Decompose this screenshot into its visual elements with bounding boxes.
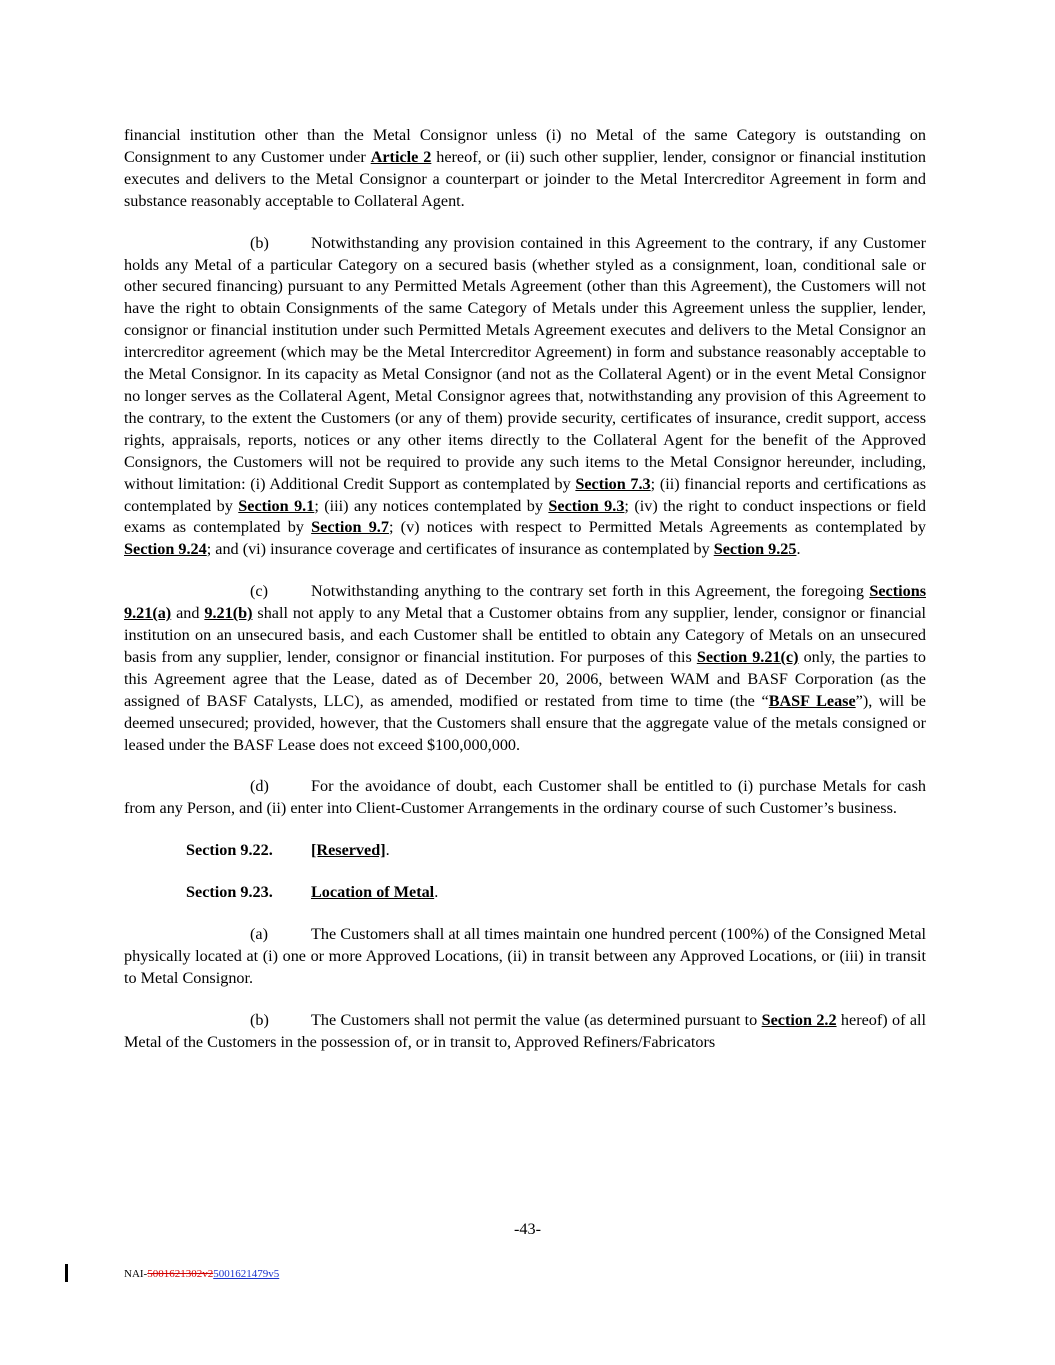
section-title: [Reserved]	[311, 841, 386, 860]
paragraph-9-23-a: (a) The Customers shall at all times maintain one hundred percent (100%) of the Consigned Metal physically located at (i) one or more Approved Locations, (ii) in transit between any Approved Locations, or (iii) in transit to Metal Consignor.	[124, 925, 926, 987]
section-heading-9-23: Section 9.23. Location of Metal.	[186, 882, 926, 904]
paragraph-9-23-b: (b) The Customers shall not permit the value (as determined pursuant to Section 2.2 hereof) of all Metal of the Customers in the possession of, or in transit to, Approved Refiners/Fabricators	[124, 1010, 926, 1051]
section-2-2-reference: Section 2.2	[761, 1010, 837, 1029]
section-7-3-reference: Section 7.3	[575, 474, 651, 493]
section-9-1-reference: Section 9.1	[238, 496, 315, 515]
page-number: -43-	[514, 1220, 541, 1238]
section-9-21-c-reference: Section 9.21(c)	[696, 647, 799, 666]
section-9-25-reference: Section 9.25	[713, 540, 797, 559]
document-id-footer	[124, 1267, 279, 1281]
section-heading-9-22: Section 9.22. [Reserved].	[186, 840, 926, 862]
sections-9-21-a-reference: Sections 9.21(a)	[124, 582, 926, 623]
paragraph-9-21-b: (b) Notwithstanding any provision contained in this Agreement to the contrary, if any Customer holds any Metal of a particular Category on a secured basis (whether styled as a consignment, loan, conditional sale or other secured financing) pursuant to any Permitted Metals Agreement (other than this Agreement), the Customers will not have the right to obtain Consignments of the same Category of Metals under this Agreement unless the supplier, lender, consignor or financial institution under such Permitted Metals Agreement executes and delivers to the Metal Consignor an intercreditor agreement (which may be the Metal Intercreditor Agreement) in form and substance reasonably acceptable to the Metal Consignor. In its capacity as Metal Consignor (and not as the Collateral Agent) or in the event Metal Consignor no longer serves as the Collateral Agent, Metal Consignor agrees that, notwithstanding any provision of this Agreement to the contrary, to the extent the Customers (or any of them) provide security, certificates of insurance, credit support, access rights, appraisals, reports, notices or any other items directly to the Collateral Agent for the benefit of the Approved Consignors, the Customers will not be required to provide any such items to the Metal Consignor hereunder, including, without limitation: (i) Additional Credit Support as contemplated by Section 7.3; (ii) financial reports and certifications as contemplated by Section 9.1; (iii) any notices contemplated by Section 9.3; (iv) the right to conduct inspections or field exams as contemplated by Section 9.7; (v) notices with respect to Permitted Metals Agreements as contemplated by Section 9.24; and (vi) insurance coverage and certificates of insurance as contemplated by Section 9.25.	[124, 233, 927, 559]
section-9-7-reference: Section 9.7	[311, 518, 389, 537]
paragraph-9-21-c: (c) Notwithstanding anything to the contrary set forth in this Agreement, the foregoing Sections 9.21(a) and 9.21(b) shall not apply to any Metal that a Customer obtains from any supplier, lender, consignor or financial institution on an unsecured basis, and each Customer shall be entitled to obtain any Category of Metals on an unsecured basis from any supplier, lender, consignor or financial institution. For purposes of this Section 9.21(c) only, the parties to this Agreement agree that the Lease, dated as of December 20, 2006, between WAM and BASF Corporation (as the assigned of BASF Catalysts, LLC), as amended, modified or restated from time to time (the “BASF Lease”), will be deemed unsecured; provided, however, that the Customers shall ensure that the aggregate value of the metals consigned or leased under the BASF Lease does not exceed $100,000,000.	[124, 582, 926, 754]
paragraph-label: (c)	[250, 582, 268, 601]
paragraph-label: (a)	[250, 925, 268, 944]
section-9-24-reference: Section 9.24	[124, 540, 207, 559]
paragraph-label: (d)	[250, 777, 269, 796]
paragraph-label: (b)	[250, 233, 269, 252]
article-2-reference: Article 2	[370, 147, 432, 166]
footer-prefix: NAI-	[124, 1268, 148, 1280]
paragraph-continuation: financial institution other than the Metal Consignor unless (i) no Metal of the same Category is outstanding on Consignment to any Customer under Article 2 hereof, or (ii) such other supplier, lender, consignor or financial institution executes and delivers to the Metal Consignor a counterpart or joinder to the Metal Intercreditor Agreement in form and substance reasonably acceptable to Collateral Agent.	[124, 126, 926, 210]
section-title: Location of Metal	[311, 883, 435, 902]
paragraph-label: (b)	[250, 1010, 269, 1029]
document-body	[124, 125, 926, 1074]
section-number: Section 9.23.	[186, 883, 273, 902]
section-number: Section 9.22.	[186, 841, 273, 860]
inserted-document-id: 5001621479v5	[213, 1268, 280, 1280]
basf-lease-term: BASF Lease	[768, 691, 856, 710]
change-bar	[65, 1264, 68, 1282]
section-9-21-b-reference: 9.21(b)	[204, 604, 253, 623]
section-9-3-reference: Section 9.3	[548, 496, 625, 515]
deleted-document-id: 5001621302v2	[147, 1268, 214, 1280]
paragraph-9-21-d: (d) For the avoidance of doubt, each Customer shall be entitled to (i) purchase Metals for cash from any Person, and (ii) enter into Client-Customer Arrangements in the ordinary course of such Customer’s business.	[124, 777, 926, 818]
